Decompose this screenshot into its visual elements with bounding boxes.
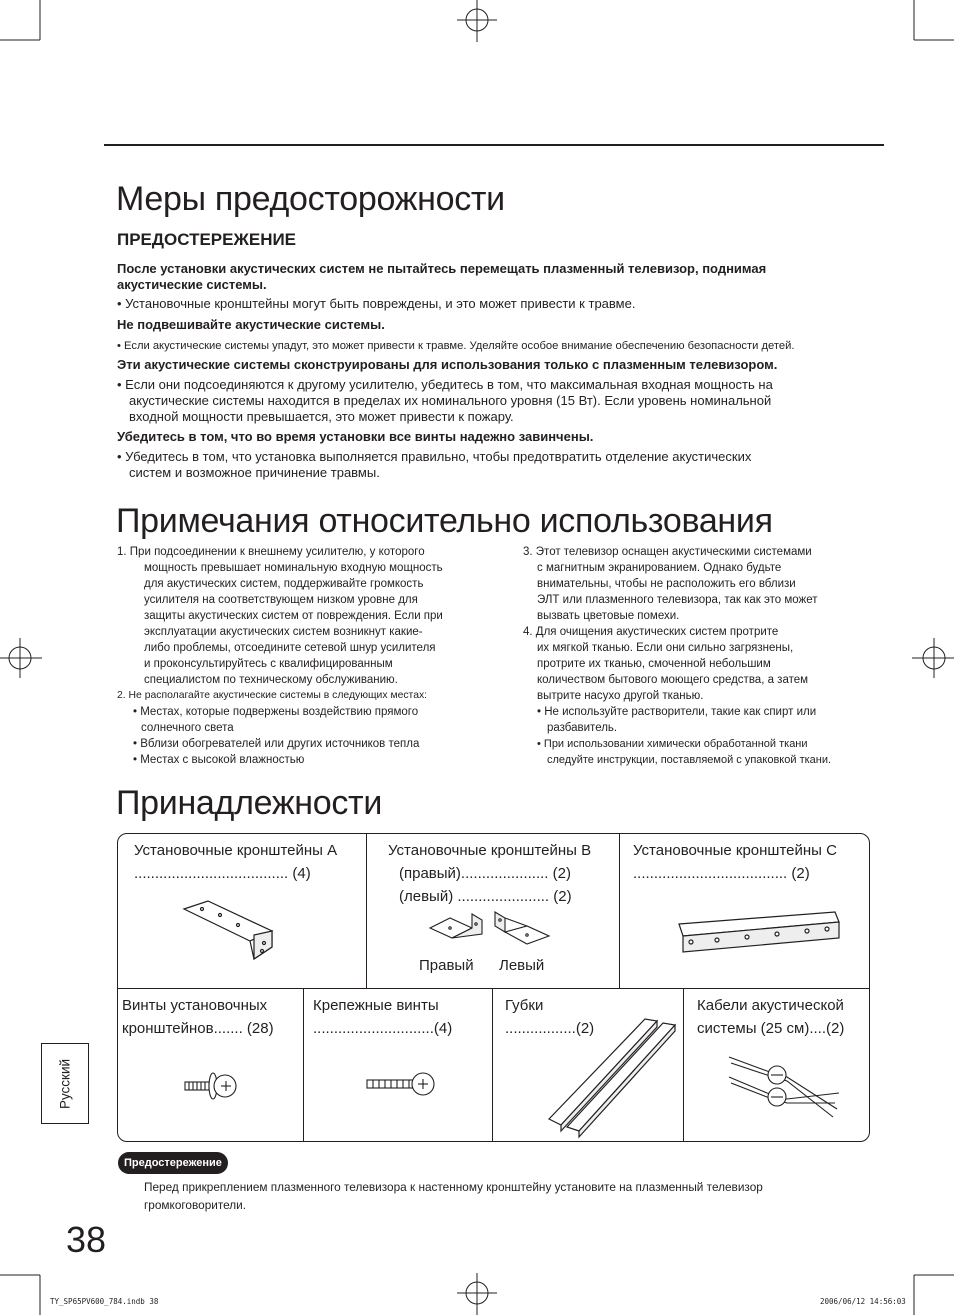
bracket-a-illustration — [180, 895, 280, 965]
notes-left-column: 1. При подсоединении к внешнему усилителю, у которого мощность превышает номинальную входную мощность для акустических систем, поддерживайте громкость усилителя на соответствующем низком уровне для защиты акустических систем от повреждения. Если при эксплуатации акустических систем возникнут какие- либо проблемы, отсоедините сетевой шнур усилителя и проконсультируйтесь с квалифицированным специалистом по техническому обслуживанию. 2. Не располагайте акустические системы в следующих местах: • Местах, которые подвержены воздействию прямого солнечного света • Вблизи обогревателей или других источников тепла • Местах с высокой влажностью — [117, 546, 443, 766]
precaution-3-heading: Эти акустические системы сконструированы для использования только с плазменным телевизором. — [117, 357, 778, 372]
top-rule — [104, 144, 884, 146]
bracket-b-label: Установочные кронштейны B (правый)..................... (2) (левый) ...................... (2) — [388, 842, 592, 905]
precaution-2-heading: Не подвешивайте акустические системы. — [117, 317, 385, 332]
notes-right-column: 3. Этот телевизор оснащен акустическими системами с магнитным экранированием. Однако будьте внимательны, чтобы не расположить его вблизи ЭЛТ или плазменного телевизора, так как это может вызвать цветовые помехи. 4. Для очищения акустических систем протрите их мягкой тканью. Если они сильно загрязнены, протрите их тканью, смоченной небольшим количеством бытового моющего средства, а затем вытрите насухо другой тканью. • Не используйте растворители, такие как спирт или разбавитель. • При использовании химически обработанной ткани следуйте инструкции, поставляемой с упаковкой ткани. — [523, 546, 832, 766]
divider — [118, 988, 869, 989]
bracket-b-left-caption: Левый — [499, 957, 545, 974]
bracket-b-right-illustration — [428, 910, 488, 950]
bracket-b-right-caption: Правый — [419, 957, 474, 974]
footer-file-info: TY_SP65PV600_784.indb 38 — [50, 1297, 159, 1306]
bracket-c-illustration — [677, 910, 847, 955]
divider — [303, 989, 304, 1141]
precaution-1-heading: После установки акустических систем не пытайтесь перемещать плазменный телевизор, поднимая акустические системы. — [117, 261, 767, 292]
caution-badge: Предостережение — [118, 1152, 228, 1174]
warning-heading: ПРЕДОСТЕРЕЖЕНИЕ — [117, 230, 297, 249]
precaution-4-heading: Убедитесь в том, что во время установки все винты надежно завинчены. — [117, 429, 594, 444]
divider — [366, 834, 367, 989]
divider — [619, 834, 620, 989]
sponges-label: Губки .................(2) — [505, 997, 595, 1037]
language-tab: Русский — [41, 1043, 89, 1124]
cables-label: Кабели акустической системы (25 см)....(2) — [697, 997, 845, 1037]
precautions-title: Меры предосторожности — [116, 180, 505, 218]
bracket-b-left-illustration — [493, 908, 553, 948]
precaution-2-bullet: • Если акустические системы упадут, это может привести к травме. Уделяйте особое внимание обеспечению безопасности детей. — [117, 340, 795, 352]
mount-screws-label: Крепежные винты .............................(4) — [313, 997, 453, 1037]
precaution-1-bullet: • Установочные кронштейны могут быть повреждены, и это может привести к травме. — [117, 296, 636, 311]
bracket-a-label: Установочные кронштейны A ..................................... (4) — [134, 842, 338, 882]
bracket-screws-label: Винты установочных кронштейнов....... (28) — [122, 997, 274, 1037]
page-number: 38 — [66, 1219, 107, 1260]
sponges-illustration — [545, 1015, 685, 1140]
mount-screw-illustration — [365, 1069, 440, 1099]
bracket-screw-illustration — [183, 1071, 243, 1101]
caution-text: Перед прикреплением плазменного телевизора к настенному кронштейну установите на плазменный телевизор громкоговорители. — [144, 1180, 763, 1212]
cables-illustration — [727, 1047, 842, 1127]
divider — [492, 989, 493, 1141]
precaution-4-bullet: • Убедитесь в том, что установка выполняется правильно, чтобы предотвратить отделение акустических систем и возможное причинение травмы. — [117, 449, 752, 480]
bracket-c-label: Установочные кронштейны C ..................................... (2) — [633, 842, 837, 882]
precaution-3-bullet: • Если они подсоединяются к другому усилителю, убедитесь в том, что максимальная входная мощность на акустические системы находится в пределах их номинального уровня (15 Вт). Если уровень номинальной входной мощности превышается, это может привести к пожару. — [117, 377, 773, 424]
footer-timestamp: 2006/06/12 14:56:03 — [820, 1297, 906, 1306]
notes-title: Примечания относительно использования — [116, 502, 773, 540]
accessories-title: Принадлежности — [116, 784, 383, 822]
